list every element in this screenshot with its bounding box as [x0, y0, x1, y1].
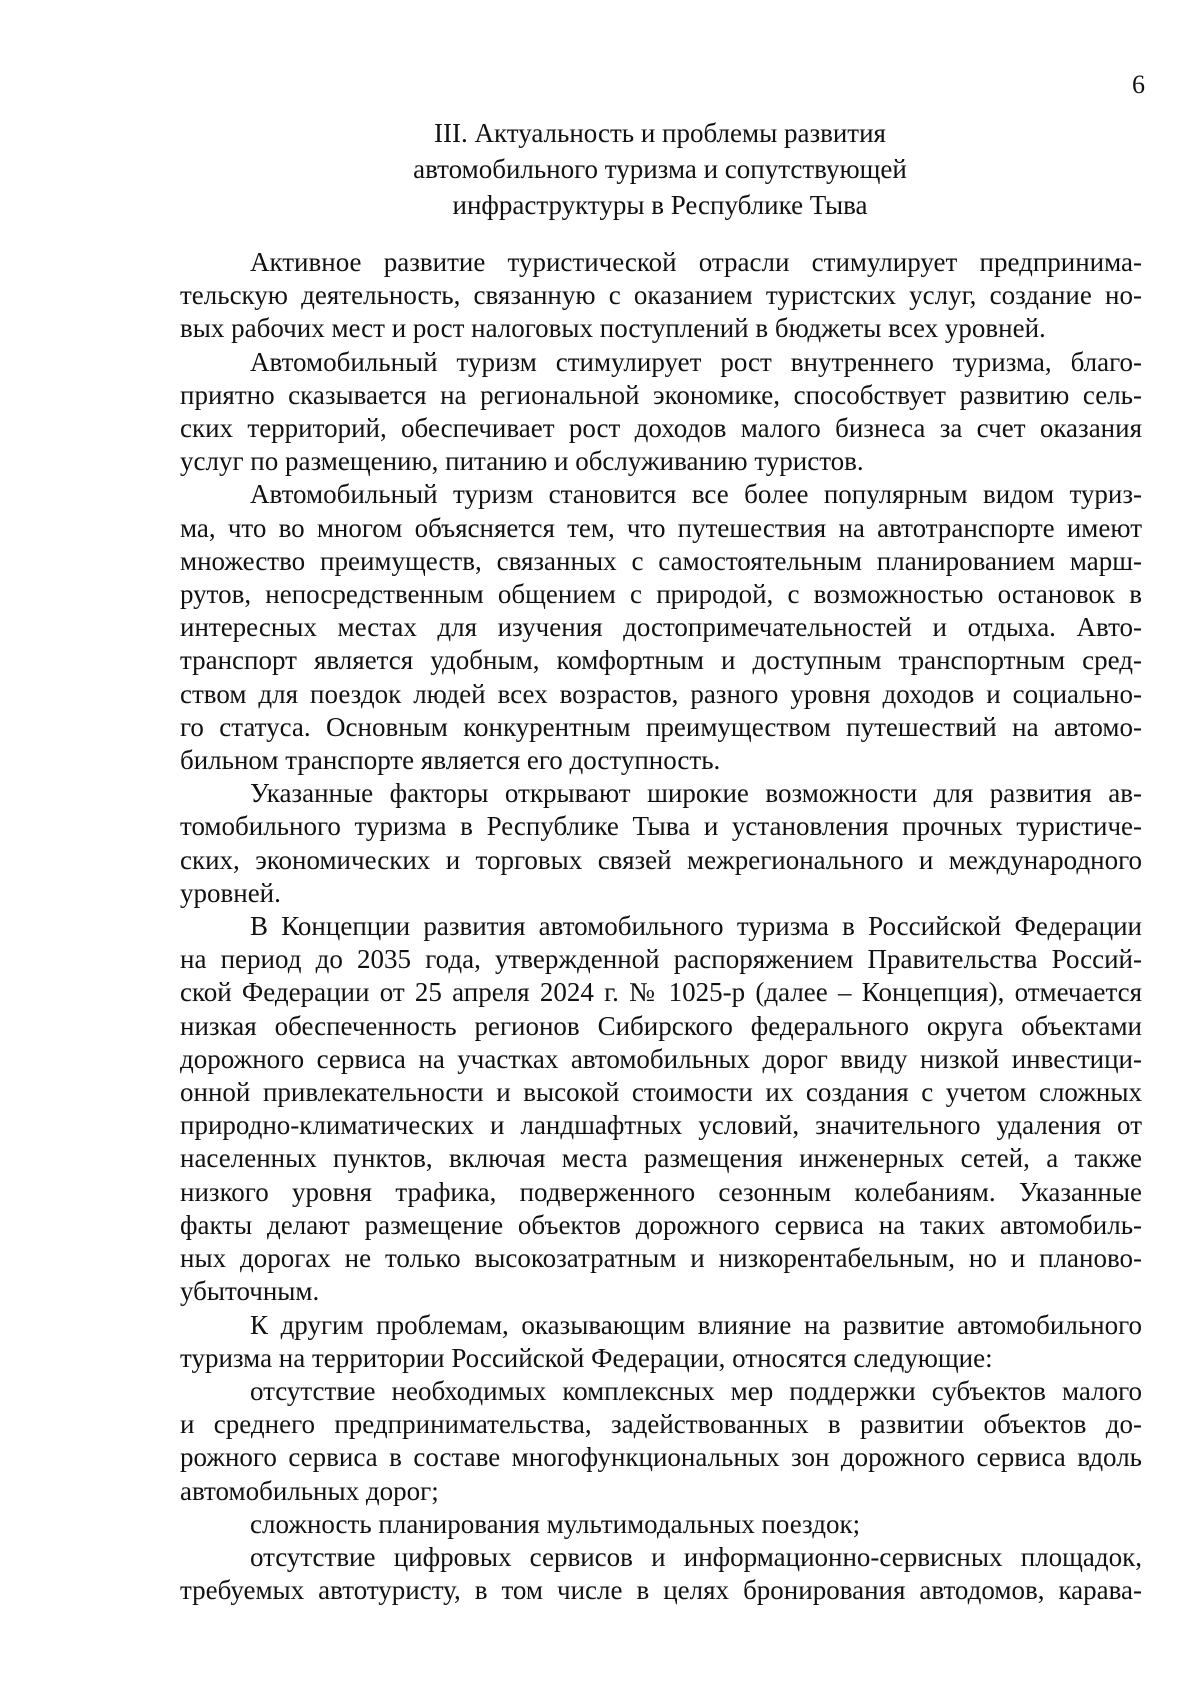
list-item-2: [180, 1508, 1142, 1541]
text-line: интересных местах для изучения достопримечательностей и отдыха. Авто-: [180, 612, 1142, 643]
paragraph-5: [180, 910, 1142, 1308]
text-line: автомобильных дорог;: [180, 1475, 439, 1506]
text-line: онной привлекательности и высокой стоимости их создания с учетом сложных: [180, 1077, 1142, 1108]
text-line: Активное развитие туристической отрасли стимулирует предпринима-: [250, 247, 1142, 277]
text-line: убыточным.: [180, 1276, 320, 1307]
text-line: ма, что во многом объясняется тем, что путешествия на автотранспорте имеют: [180, 512, 1142, 543]
text-line: бильном транспорте является его доступность.: [180, 745, 721, 776]
text-line: ных дорогах не только высокозатратным и низкорентабельным, но и планово-: [180, 1243, 1142, 1274]
paragraph-2: [180, 346, 1142, 479]
text-line: тельскую деятельность, связанную с оказанием туристских услуг, создание но-: [180, 280, 1142, 311]
text-line: множество преимуществ, связанных с самостоятельным планированием марш-: [180, 545, 1142, 576]
text-line: ских территорий, обеспечивает рост доходов малого бизнеса за счет оказания: [180, 413, 1142, 444]
text-line: транспорт является удобным, комфортным и доступным транспортным сред-: [180, 645, 1142, 676]
text-line: Указанные факторы открывают широкие возможности для развития ав-: [250, 778, 1142, 809]
text-line: низкая обеспеченность регионов Сибирского федерального округа объектами: [180, 1010, 1142, 1041]
text-line: К другим проблемам, оказывающим влияние на развитие автомобильного: [250, 1309, 1142, 1340]
text-line: уровней.: [180, 877, 281, 908]
text-line: рожного сервиса в составе многофункциональных зон дорожного сервиса вдоль: [180, 1442, 1142, 1473]
text-line: ских, экономических и торговых связей межрегионального и международного: [180, 844, 1142, 875]
text-line: природно-климатических и ландшафтных условий, значительного удаления от: [180, 1110, 1142, 1141]
text-line: услуг по размещению, питанию и обслуживанию туристов.: [180, 446, 864, 477]
section-heading: [180, 115, 1140, 223]
text-line: В Концепции развития автомобильного туризма в Российской Федерации: [250, 911, 1142, 942]
heading-line: III. Актуальность и проблемы развития: [434, 118, 886, 148]
text-line: отсутствие цифровых сервисов и информационно-сервисных площадок,: [250, 1541, 1142, 1572]
text-line: на период до 2035 года, утвержденной распоряжением Правительства Россий-: [180, 944, 1142, 975]
body-text: [180, 246, 1142, 1607]
heading-line: автомобильного туризма и сопутствующей: [413, 154, 907, 184]
text-line: Автомобильный туризм стимулирует рост внутреннего туризма, благо-: [250, 346, 1142, 377]
text-line: ской Федерации от 25 апреля 2024 г. № 1025-р (далее – Концепция), отмечается: [180, 977, 1142, 1008]
text-line: низкого уровня трафика, подверженного сезонным колебаниям. Указанные: [180, 1176, 1142, 1207]
list-item-1: [180, 1375, 1142, 1508]
text-line: и среднего предпринимательства, задействованных в развитии объектов до-: [180, 1409, 1142, 1440]
text-line: Автомобильный туризм становится все более популярным видом туриз-: [250, 479, 1142, 510]
text-line: населенных пунктов, включая места размещения инженерных сетей, а также: [180, 1143, 1142, 1174]
text-line: приятно сказывается на региональной экономике, способствует развитию сель-: [180, 379, 1142, 410]
paragraph-6: [180, 1309, 1142, 1375]
text-line: дорожного сервиса на участках автомобильных дорог ввиду низкой инвестици-: [180, 1043, 1142, 1074]
text-line: рутов, непосредственным общением с природой, с возможностью остановок в: [180, 579, 1142, 610]
text-line: вых рабочих мест и рост налоговых поступлений в бюджеты всех уровней.: [180, 313, 1046, 344]
text-line: ством для поездок людей всех возрастов, разного уровня доходов и социально-: [180, 678, 1142, 709]
page-number: 6: [1132, 70, 1145, 99]
paragraph-1: [180, 246, 1142, 346]
text-line: туризма на территории Российской Федерации, относятся следующие:: [180, 1342, 993, 1373]
text-line: факты делают размещение объектов дорожного сервиса на таких автомобиль-: [180, 1209, 1142, 1240]
paragraph-4: [180, 777, 1142, 910]
text-line: го статуса. Основным конкурентным преимуществом путешествий на автомо-: [180, 711, 1142, 742]
text-line: отсутствие необходимых комплексных мер поддержки субъектов малого: [250, 1375, 1142, 1406]
paragraph-3: [180, 478, 1142, 777]
text-line: сложность планирования мультимодальных поездок;: [250, 1508, 861, 1539]
text-line: томобильного туризма в Республике Тыва и установления прочных туристиче-: [180, 811, 1142, 842]
text-line: требуемых автотуристу, в том числе в целях бронирования автодомов, карава-: [180, 1575, 1142, 1606]
heading-line: инфраструктуры в Республике Тыва: [452, 190, 868, 220]
list-item-3: [180, 1541, 1142, 1607]
